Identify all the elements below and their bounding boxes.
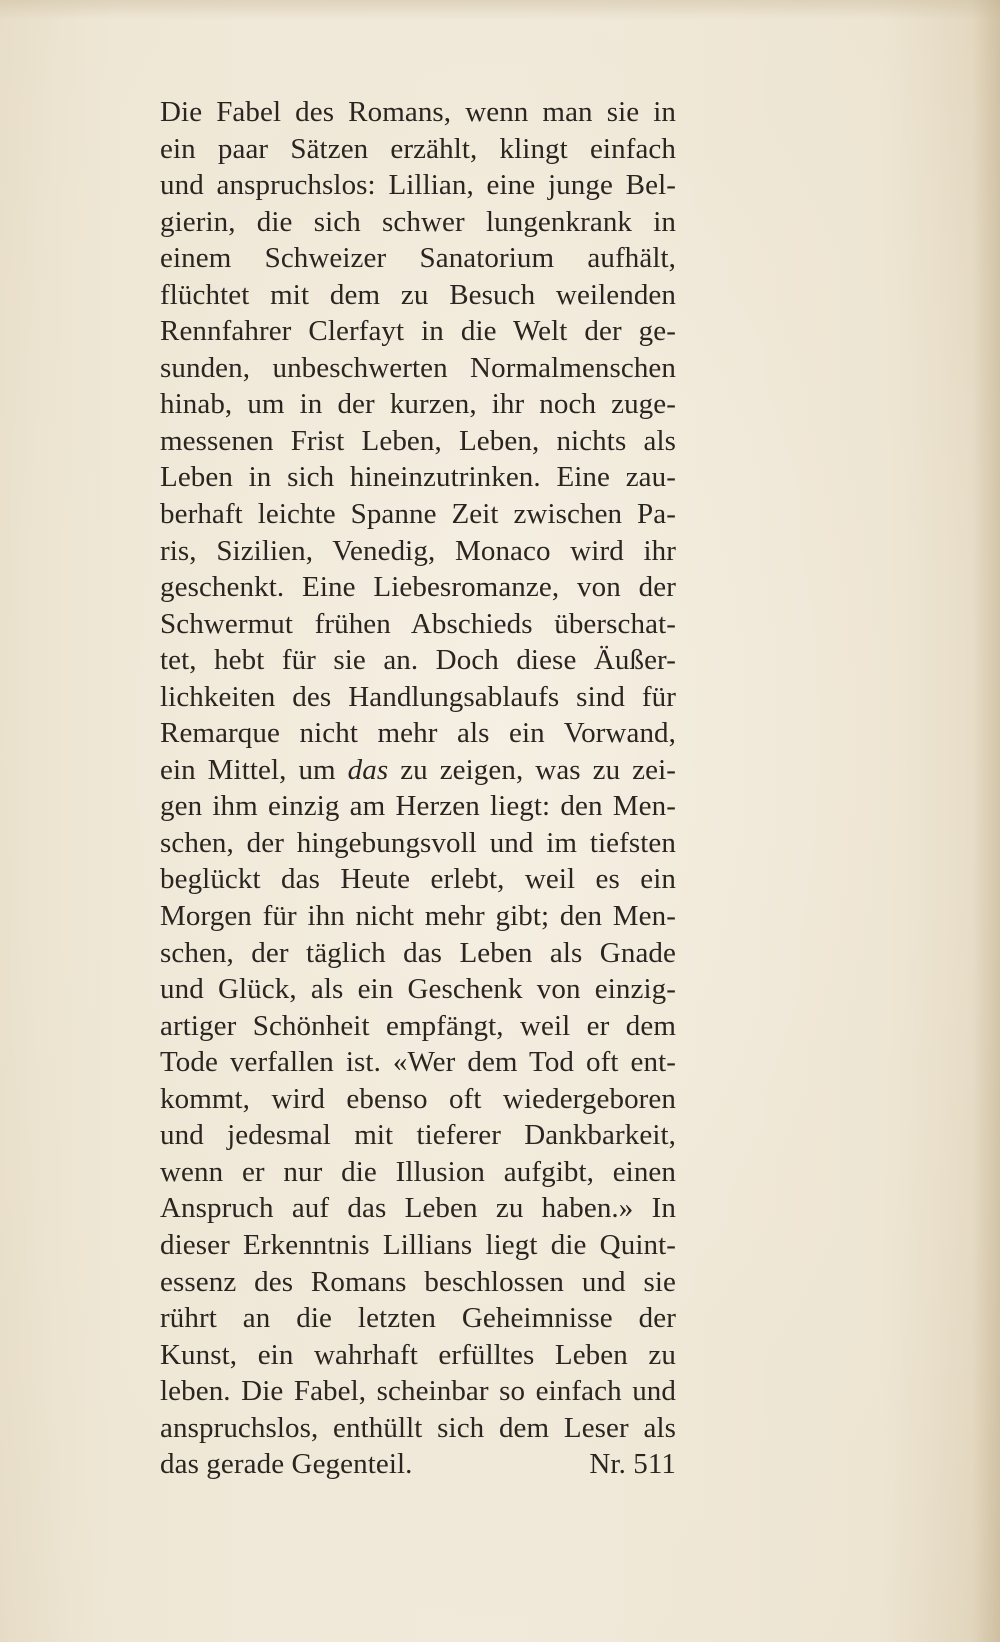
blurb-line: dieser Erkenntnis Lillians liegt die Quint- <box>160 1228 676 1261</box>
blurb-line: Leben in sich hineinzutrinken. Eine zau- <box>160 461 676 494</box>
blurb-line: beglückt das Heute erlebt, weil es ein <box>160 863 676 896</box>
blurb-line: leben. Die Fabel, scheinbar so einfach und <box>160 1375 676 1408</box>
blurb-line: gierin, die sich schwer lungenkrank in <box>160 205 676 238</box>
blurb-line: und anspruchslos: Lillian, eine junge Bel- <box>160 169 676 202</box>
blurb-line: lichkeiten des Handlungsablaufs sind für <box>160 680 676 713</box>
blurb-line: berhaft leichte Spanne Zeit zwischen Pa- <box>160 498 676 531</box>
blurb-line: gen ihm einzig am Herzen liegt: den Men- <box>160 790 676 823</box>
blurb-line: und jedesmal mit tieferer Dankbarkeit, <box>160 1119 676 1152</box>
line-segment: ein Mittel, um <box>160 753 348 786</box>
blurb-last-line <box>160 1446 676 1483</box>
blurb-line-with-italic <box>160 752 676 789</box>
blurb-line: schen, der hingebungsvoll und im tiefsten <box>160 826 676 859</box>
blurb-line: flüchtet mit dem zu Besuch weilenden <box>160 278 676 311</box>
right-edge-shading <box>972 0 1000 1642</box>
blurb-line: einem Schweizer Sanatorium aufhält, <box>160 242 676 275</box>
line-segment: zu zeigen, was zu zei- <box>388 753 676 786</box>
blurb-line: hinab, um in der kurzen, ihr noch zuge- <box>160 388 676 421</box>
blurb-line: ein paar Sätzen erzählt, klingt einfach <box>160 132 676 165</box>
blurb-line: geschenkt. Eine Liebesromanze, von der <box>160 571 676 604</box>
blurb-line: Rennfahrer Clerfayt in die Welt der ge- <box>160 315 676 348</box>
blurb-line: Anspruch auf das Leben zu haben.» In <box>160 1192 676 1225</box>
blurb-line: essenz des Romans beschlossen und sie <box>160 1265 676 1298</box>
blurb-line: schen, der täglich das Leben als Gnade <box>160 936 676 969</box>
blurb-line: artiger Schönheit empfängt, weil er dem <box>160 1009 676 1042</box>
blurb-line: kommt, wird ebenso oft wiedergeboren <box>160 1082 676 1115</box>
blurb-line: rührt an die letzten Geheimnisse der <box>160 1302 676 1335</box>
blurb-line: Schwermut frühen Abschieds überschat- <box>160 607 676 640</box>
blurb-line: wenn er nur die Illusion aufgibt, einen <box>160 1155 676 1188</box>
blurb-line: Die Fabel des Romans, wenn man sie in <box>160 96 676 128</box>
blurb-line: ris, Sizilien, Venedig, Monaco wird ihr <box>160 534 676 567</box>
blurb-line: Remarque nicht mehr als ein Vorwand, <box>160 717 676 750</box>
top-edge-shading <box>0 0 1000 20</box>
blurb-closing-text: das gerade Gegenteil. <box>160 1448 413 1481</box>
blurb-line: messenen Frist Leben, Leben, nichts als <box>160 424 676 457</box>
blurb-line: tet, hebt für sie an. Doch diese Äußer- <box>160 644 676 677</box>
blurb-line: Morgen für ihn nicht mehr gibt; den Men- <box>160 900 676 933</box>
blurb-text <box>160 94 676 1483</box>
catalog-number: Nr. 511 <box>589 1448 676 1481</box>
blurb-line: Kunst, ein wahrhaft erfülltes Leben zu <box>160 1338 676 1371</box>
blurb-line: Tode verfallen ist. «Wer dem Tod oft ent- <box>160 1046 676 1079</box>
blurb-line: anspruchslos, enthüllt sich dem Leser als <box>160 1411 676 1444</box>
italic-emphasis: das <box>347 753 389 786</box>
blurb-line: und Glück, als ein Geschenk von einzig- <box>160 973 676 1006</box>
blurb-line: sunden, unbeschwerten Normalmenschen <box>160 351 676 384</box>
